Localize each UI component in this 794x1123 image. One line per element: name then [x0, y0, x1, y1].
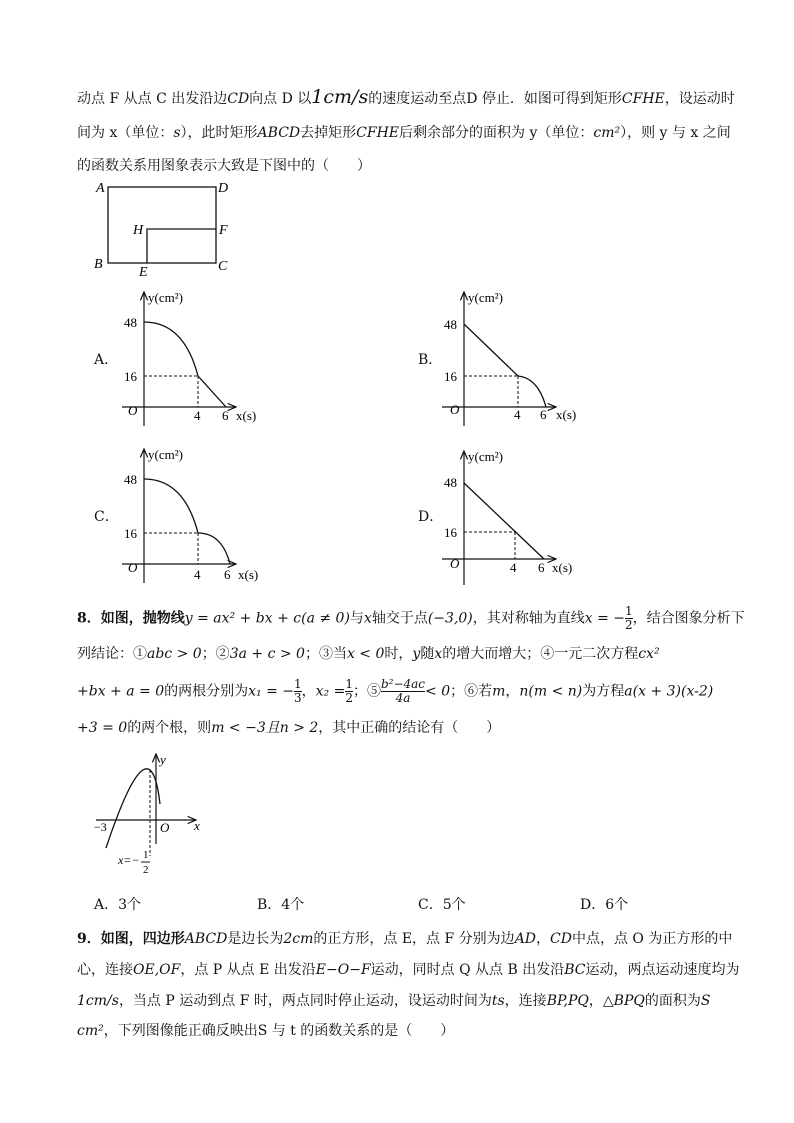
question-number: 9．如图，四边形 — [77, 931, 185, 947]
q9-line-4 — [77, 1020, 454, 1040]
num: 1 — [293, 677, 302, 691]
math: ts — [491, 993, 505, 1009]
tick-16: 16 — [444, 369, 457, 384]
math-speed: 1cm/s — [311, 86, 369, 108]
math: cx² — [638, 646, 660, 662]
math: abc > 0 — [147, 646, 202, 662]
q7-line-3 — [77, 155, 371, 175]
math: m < −3且n > 2 — [211, 720, 319, 736]
q8-line-4 — [77, 717, 500, 737]
fraction-third — [294, 678, 302, 705]
graph-c — [112, 443, 272, 589]
text: ， — [505, 683, 520, 700]
x-label: x(s) — [552, 560, 573, 575]
graph-curve-1 — [144, 479, 198, 533]
text: 的函数关系用图象表示大致是下图中的（ ） — [77, 158, 371, 174]
text: ），则 y 与 x 之间 — [620, 125, 731, 141]
text: 的增大而增大；④一元二次方程 — [442, 646, 639, 662]
den: 2 — [625, 618, 633, 632]
text: ；⑤ — [352, 683, 381, 700]
math: m — [492, 683, 506, 700]
text: 随 — [420, 646, 435, 662]
math: △BPQ — [602, 993, 645, 1009]
label-f: F — [219, 223, 228, 238]
label-a: A — [96, 181, 105, 196]
q7-line-2 — [77, 122, 731, 142]
graph-b — [432, 286, 592, 432]
math: OE,OF — [133, 962, 181, 978]
x-label: x(s) — [556, 407, 577, 422]
tick-16: 16 — [444, 525, 457, 540]
tick-6: 6 — [540, 407, 547, 422]
fraction-discriminant — [381, 678, 425, 705]
text: 轴交于点 — [371, 610, 428, 627]
q8-option-b: B．4个 — [257, 897, 305, 913]
parabola-curve — [106, 769, 160, 848]
num: 1 — [625, 604, 633, 618]
tick-6: 6 — [538, 560, 545, 575]
math: < 0 — [425, 683, 451, 700]
math: x < 0 — [346, 646, 385, 662]
q8-line-1 — [77, 605, 745, 632]
math: x — [363, 610, 372, 627]
tick-16: 16 — [124, 369, 137, 384]
math: BC — [564, 962, 586, 978]
q8-line-2 — [77, 643, 660, 663]
math: +3 = 0 — [77, 720, 128, 736]
text: 后剩余部分的面积为 y（单位： — [399, 125, 594, 141]
text: 向点 D 以 — [249, 91, 312, 107]
y-label: y(cm²) — [148, 447, 183, 462]
text: ，其中正确的结论有（ ） — [318, 720, 501, 736]
text: ，结合图象分析下 — [632, 610, 745, 627]
text: ，连接 — [504, 993, 547, 1009]
tick-4: 4 — [514, 407, 521, 422]
axis-eq-label: x=− — [118, 853, 140, 867]
text: 中点，点 O 为正方形的中 — [571, 931, 733, 947]
math: CFHE — [621, 91, 665, 107]
origin: O — [450, 556, 460, 571]
label-h: H — [133, 223, 144, 238]
text: ；② — [201, 646, 230, 662]
question-number: 8．如图，抛物线 — [77, 610, 185, 627]
math: y — [412, 646, 421, 662]
text: 列结论：① — [77, 646, 147, 662]
text: ，下列图像能正确反映出S 与 t 的函数关系的是（ ） — [103, 1023, 455, 1039]
x-label: x(s) — [236, 408, 257, 423]
text: ，设运动时 — [664, 91, 735, 107]
math: E−O−F — [315, 962, 371, 978]
den: 2 — [345, 691, 353, 705]
graph-line — [464, 483, 544, 559]
tick-16: 16 — [124, 526, 137, 541]
y-label: y(cm²) — [468, 290, 503, 305]
parabola-figure — [92, 752, 217, 880]
label-b: B — [94, 257, 103, 272]
math: x — [434, 646, 443, 662]
math: n(m < n) — [519, 683, 583, 700]
graph-d — [432, 445, 592, 591]
graph-a — [112, 286, 272, 432]
den: 3 — [293, 691, 302, 705]
tick-4: 4 — [510, 560, 517, 575]
rect-cfhe — [147, 229, 216, 263]
tick-48: 48 — [444, 317, 457, 332]
text: ；③当 — [304, 646, 347, 662]
math: 2cm — [283, 931, 314, 947]
q8-option-a: A．3个 — [94, 897, 142, 913]
q8-line-3 — [77, 678, 713, 705]
math: CD — [227, 91, 250, 107]
graph-curve — [518, 376, 546, 407]
num: 1 — [345, 677, 353, 691]
x-label: x — [194, 818, 200, 833]
math: cm² — [77, 1023, 104, 1039]
label-d: D — [218, 181, 229, 196]
option-b-label: B． — [418, 352, 443, 368]
math: x₂ = — [315, 683, 346, 700]
y-label: y — [160, 752, 166, 767]
math: cm² — [593, 125, 621, 141]
option-d-label: D． — [418, 509, 444, 525]
tick-48: 48 — [124, 472, 137, 487]
rectangle-figure — [90, 178, 240, 278]
text: ， — [301, 683, 316, 700]
origin: O — [128, 403, 138, 418]
text: 的正方形，点 E，点 F 分别为边 — [313, 931, 515, 947]
neg3-label: −3 — [94, 820, 107, 834]
text: 时， — [384, 646, 413, 662]
rect-abcd — [108, 187, 216, 263]
text: 运动，两点运动速度均为 — [585, 962, 740, 978]
text: 动点 F 从点 C 出发沿边 — [77, 91, 228, 107]
math: x = − — [584, 610, 626, 627]
origin: O — [128, 560, 138, 575]
text: 为方程 — [582, 683, 625, 700]
option-a-label: A． — [94, 352, 119, 368]
math: S — [700, 993, 711, 1009]
axis-eq-den: 2 — [143, 864, 149, 876]
math: a(x + 3)(x-2) — [624, 683, 714, 700]
text: 的两个根，则 — [127, 720, 212, 736]
text: ，其对称轴为直线 — [472, 610, 585, 627]
graph-line — [464, 324, 518, 376]
text: 运动，同时点 Q 从点 B 出发沿 — [370, 962, 565, 978]
text: 间为 x（单位： — [77, 125, 174, 141]
text: ， — [536, 931, 551, 947]
x-label: x(s) — [238, 567, 259, 582]
q9-line-3 — [77, 990, 710, 1010]
graph-curve-2 — [198, 533, 230, 564]
math: AD — [514, 931, 537, 947]
tick-6: 6 — [222, 408, 229, 423]
math: 3a + c > 0 — [229, 646, 305, 662]
math: x₁ = − — [248, 683, 294, 700]
tick-6: 6 — [224, 567, 231, 582]
y-label: y(cm²) — [148, 290, 183, 305]
option-c-label: C． — [94, 509, 119, 525]
math: y = ax² + bx + c(a ≠ 0) — [184, 610, 350, 627]
origin: O — [450, 402, 460, 417]
math: (−3,0) — [427, 610, 473, 627]
den: 4a — [381, 691, 425, 705]
y-label: y(cm²) — [468, 449, 503, 464]
q8-option-d: D．6个 — [580, 897, 629, 913]
text: ，当点 P 运动到点 F 时，两点同时停止运动，设运动时间为 — [118, 993, 492, 1009]
q7-line-1 — [77, 86, 735, 108]
text: 的两根分别为 — [164, 683, 249, 700]
origin: O — [160, 820, 170, 835]
tick-4: 4 — [194, 567, 201, 582]
math: CD — [550, 931, 572, 947]
text: 心，连接 — [77, 962, 133, 978]
text: 与 — [349, 610, 364, 627]
graph-curve — [144, 322, 198, 376]
q9-line-1 — [77, 928, 732, 948]
fraction-half — [625, 605, 633, 632]
q8-option-c: C．5个 — [418, 897, 466, 913]
text: 的速度运动至点D 停止．如图可得到矩形 — [368, 91, 622, 107]
tick-4: 4 — [194, 408, 201, 423]
math: s — [173, 125, 181, 141]
text: ；⑥若 — [450, 683, 493, 700]
math: ABCD — [257, 125, 301, 141]
tick-48: 48 — [444, 475, 457, 490]
label-e: E — [139, 265, 148, 278]
math: +bx + a = 0 — [77, 683, 165, 700]
math: 1cm/s — [77, 993, 119, 1009]
fraction-half — [345, 678, 353, 705]
text: ），此时矩形 — [180, 125, 258, 141]
label-c: C — [218, 259, 228, 274]
axis-eq-num: 1 — [143, 849, 149, 861]
text: 的面积为 — [644, 993, 701, 1009]
num: b²−4ac — [380, 677, 426, 691]
text: 去掉矩形 — [300, 125, 357, 141]
math: BP,PQ — [546, 993, 589, 1009]
text: ， — [588, 993, 603, 1009]
text: ，点 P 从点 E 出发沿 — [180, 962, 316, 978]
math: ABCD — [184, 931, 228, 947]
text: 是边长为 — [227, 931, 284, 947]
q9-line-2 — [77, 959, 740, 979]
math: CFHE — [356, 125, 400, 141]
graph-line — [198, 376, 226, 407]
tick-48: 48 — [124, 315, 137, 330]
